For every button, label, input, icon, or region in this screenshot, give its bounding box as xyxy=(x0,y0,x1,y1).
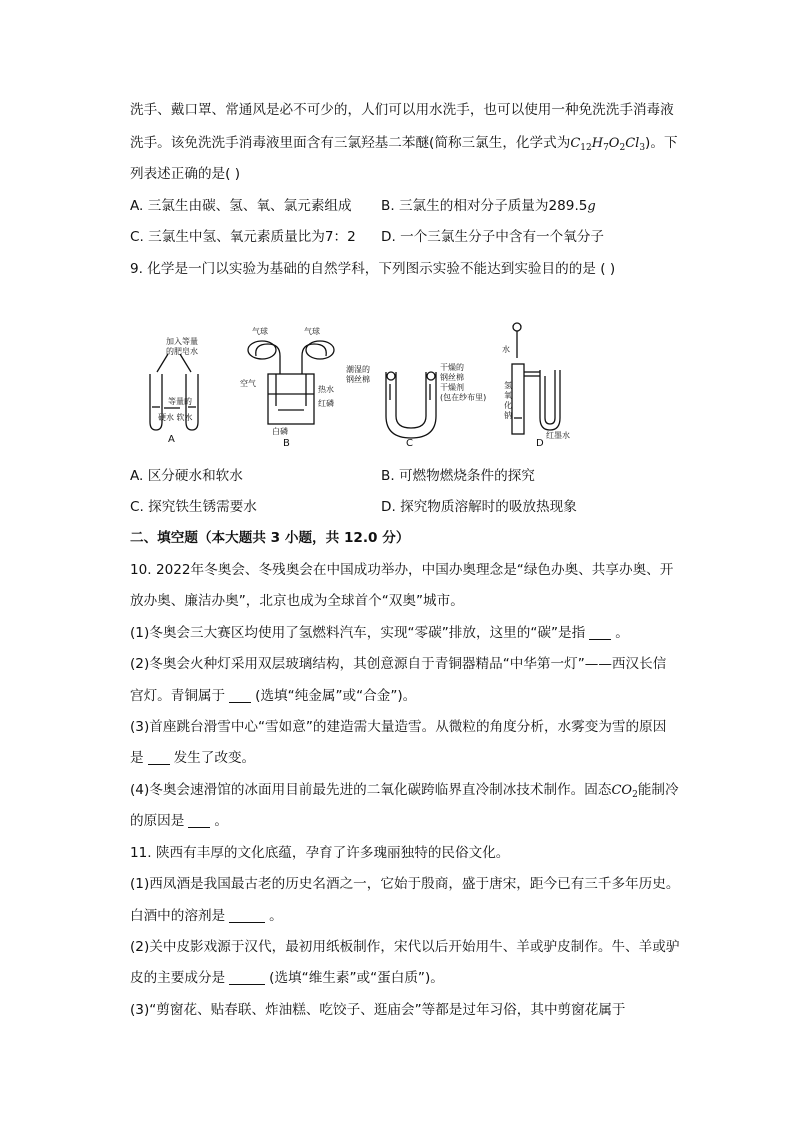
q10-part-1: (1)冬奥会三大赛区均使用了氢燃料汽车，实现“零碳”排放，这里的“碳”是指 。 xyxy=(130,625,629,641)
q9-experiment-figure xyxy=(128,314,598,454)
figure-d-left-2: 氧 xyxy=(504,391,512,400)
q11-part-3: (3)“剪窗花、贴春联、炸油糕、吃饺子、逛庙会”等都是过年习俗，其中剪窗花属于 xyxy=(130,1002,626,1018)
q8-option-b: B. 三氯生的相对分子质量为289.5g xyxy=(381,198,596,214)
q10-line-1: 10. 2022年冬奥会、冬残奥会在中国成功举办，中国办奥理念是“绿色办奥、共享办奥、开 xyxy=(130,562,674,578)
figure-b-hot-water: 热水 xyxy=(318,385,334,394)
q9-option-b: B. 可燃物燃烧条件的探究 xyxy=(381,468,535,484)
answer-blank xyxy=(229,970,265,985)
q11-part-2b: 皮的主要成分是 (选填“维生素”或“蛋白质”)。 xyxy=(130,970,444,986)
q8-line-1: 洗手、戴口罩、常通风是必不可少的，人们可以用水洗手，也可以使用一种免洗洗手消毒液 xyxy=(130,102,674,118)
q10-part-3b: 是 发生了改变。 xyxy=(130,750,256,766)
q10-part-3a: (3)首座跳台滑雪中心“雪如意”的建造需大量造雪。从微粒的角度分析，水雾变为雪的原因 xyxy=(130,719,667,735)
figure-d-red-ink: 红墨水 xyxy=(546,431,570,440)
figure-c-left-2: 钢丝棉 xyxy=(346,375,370,384)
co2-formula: $CO_2$ xyxy=(611,783,638,800)
q8-line-2-text: 洗手。该免洗洗手消毒液里面含有三氯羟基二苯醚(简称三氯生，化学式为 xyxy=(130,135,571,151)
q9-option-d: D. 探究物质溶解时的吸放热现象 xyxy=(381,499,577,515)
figure-b-balloon-right: 气球 xyxy=(304,327,320,336)
q8-option-a: A. 三氯生由碳、氢、氧、氯元素组成 xyxy=(130,198,352,214)
q9-option-a: A. 区分硬水和软水 xyxy=(130,468,243,484)
figure-c-right-2: 钢丝棉 xyxy=(440,373,464,382)
figure-a-label-bottom: 硬水 软水 xyxy=(158,413,193,422)
figure-d-water: 水 xyxy=(502,345,510,354)
figure-b-balloon-left: 气球 xyxy=(252,327,268,336)
figure-c-right-1: 干燥的 xyxy=(440,363,464,372)
answer-blank xyxy=(589,625,611,640)
q8-line-2: 洗手。该免洗洗手消毒液里面含有三氯羟基二苯醚(简称三氯生，化学式为$C_{12}H_7O_2Cl_3$)。下 xyxy=(130,135,678,153)
figure-b-red-phosphorus: 红磷 xyxy=(318,399,334,408)
q8-line-3: 列表述正确的是( ) xyxy=(130,166,241,182)
figure-b-beaker xyxy=(248,341,334,424)
figure-b-air: 空气 xyxy=(240,379,256,388)
figure-d-left-3: 化 xyxy=(504,401,512,410)
answer-blank xyxy=(229,908,265,923)
figure-d-left-1: 氢 xyxy=(504,381,512,390)
q10-line-2: 放办奥、廉洁办奥”，北京也成为全球首个“双奥”城市。 xyxy=(130,593,464,609)
q10-part-4b: 的原因是 。 xyxy=(130,813,228,829)
answer-blank xyxy=(229,688,251,703)
figure-b-white-phosphorus: 白磷 xyxy=(272,427,288,436)
figure-c-u-tube xyxy=(386,372,436,438)
figure-c-right-4: (包在纱布里) xyxy=(440,393,487,402)
q11-part-1a: (1)西凤酒是我国最古老的历史名酒之一，它始于殷商，盛于唐宋，距今已有三千多年历史。 xyxy=(130,876,680,892)
answer-blank xyxy=(148,750,170,765)
q8-option-c: C. 三氯生中氢、氧元素质量比为7：2 xyxy=(130,229,356,245)
figure-d-letter: D xyxy=(536,438,544,449)
figure-d-left-4: 钠 xyxy=(504,411,512,420)
section-2-heading: 二、填空题（本大题共 3 小题，共 12.0 分） xyxy=(130,530,410,546)
figure-b-letter: B xyxy=(283,438,290,449)
figure-c-right-3: 干燥剂 xyxy=(440,383,464,392)
q10-part-2a: (2)冬奥会火种灯采用双层玻璃结构，其创意源自于青铜器精品“中华第一灯”——西汉长信 xyxy=(130,656,667,672)
figure-d-apparatus xyxy=(512,323,560,434)
figure-c-left-1: 潮湿的 xyxy=(346,365,370,374)
figure-a-label-top1: 加入等量 xyxy=(166,337,198,346)
q9-stem: 9. 化学是一门以实验为基础的自然学科，下列图示实验不能达到实验目的的是 ( ) xyxy=(130,261,616,277)
q10-part-2b: 宫灯。青铜属于 (选填“纯金属”或“合金”)。 xyxy=(130,688,417,704)
figure-a-label-top2: 的肥皂水 xyxy=(166,347,198,356)
q8-option-d: D. 一个三氯生分子中含有一个氧分子 xyxy=(381,229,605,245)
q9-option-c: C. 探究铁生锈需要水 xyxy=(130,499,257,515)
figure-a-letter: A xyxy=(168,434,175,445)
q11-part-1b: 白酒中的溶剂是 。 xyxy=(130,908,283,924)
figure-a-label-mid: 等量的 xyxy=(168,397,192,406)
answer-blank xyxy=(188,813,210,828)
triclosan-formula: $C_{12}H_7O_2Cl_3$ xyxy=(570,136,646,153)
figure-c-letter: C xyxy=(406,438,413,449)
q11-line-1: 11. 陕西有丰厚的文化底蕴，孕育了许多瑰丽独特的民俗文化。 xyxy=(130,845,510,861)
q10-part-4a: (4)冬奥会速滑馆的冰面用目前最先进的二氧化碳跨临界直冷制冰技术制作。固态$CO_2$能制冷 xyxy=(130,782,679,800)
q11-part-2a: (2)关中皮影戏源于汉代，最初用纸板制作，宋代以后开始用牛、羊或驴皮制作。牛、羊或驴 xyxy=(130,939,680,955)
